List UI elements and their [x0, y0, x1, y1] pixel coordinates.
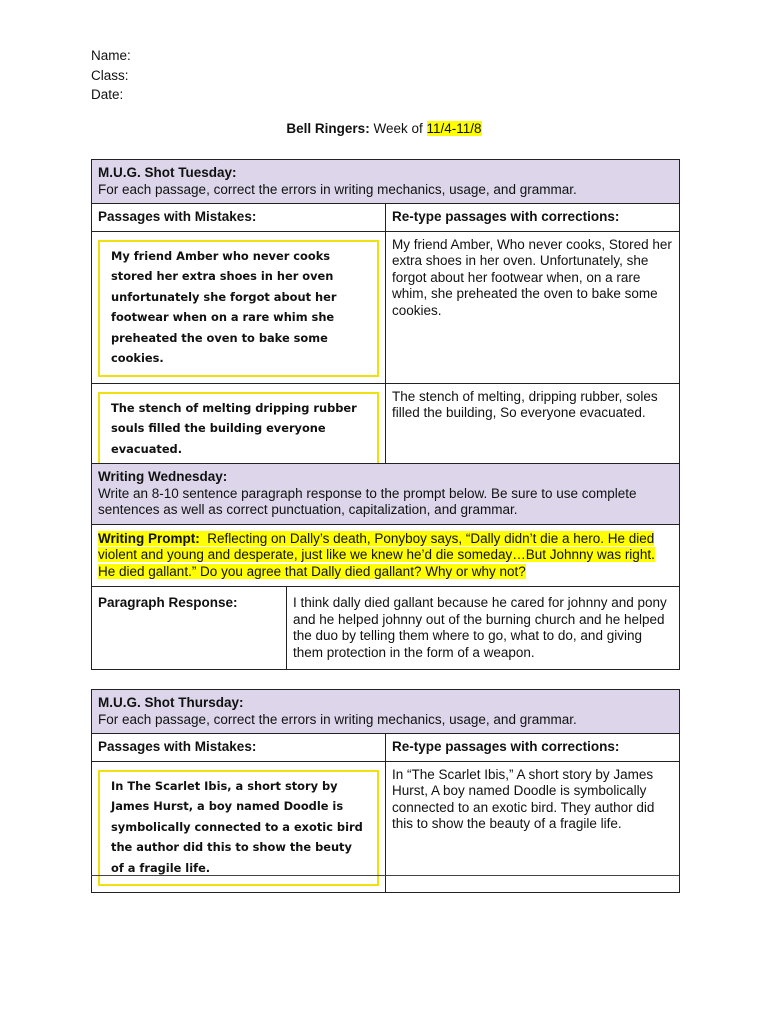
- tuesday-mistake-cell-2: [92, 383, 386, 474]
- tuesday-instructions: For each passage, correct the errors in writing mechanics, usage, and grammar.: [98, 181, 577, 197]
- writing-prompt-text: Reflecting on Dally’s death, Ponyboy says, “Dally didn’t die a hero. He died violent and young and desperate, just like we knew he’d die someday…But Johnny was right. He died gallant.” Do you agree that Dally died gallant? Why or why not?: [98, 530, 655, 579]
- tuesday-mistake-cell-1: [92, 231, 386, 383]
- tuesday-section: [91, 159, 680, 474]
- thursday-section: [91, 689, 680, 893]
- tuesday-col-mistakes: Passages with Mistakes:: [92, 204, 386, 232]
- thursday-mistake-cell-1: [92, 761, 386, 893]
- thursday-heading: M.U.G. Shot Thursday:: [98, 695, 244, 710]
- title-week-text: Week of: [373, 121, 423, 136]
- wednesday-instructions: Write an 8-10 sentence paragraph response to the prompt below. Be sure to use complete sentences as well as correct punctuation, capitalization, and grammar.: [98, 485, 637, 517]
- writing-prompt-cell: [92, 524, 680, 587]
- tuesday-correction-1[interactable]: My friend Amber, Who never cooks, Stored her extra shoes in her oven. Unfortunately, she forgot about her footwear when, on a rare whim, she preheated the oven to bake some cookies.: [386, 231, 680, 383]
- date-label: Date:: [91, 87, 124, 102]
- tuesday-mistake-2: The stench of melting dripping rubber souls filled the building everyone evacuated.: [98, 392, 379, 468]
- tuesday-header: [92, 160, 680, 204]
- thursday-instructions: For each passage, correct the errors in writing mechanics, usage, and grammar.: [98, 711, 577, 727]
- thursday-mistake-1: In The Scarlet Ibis, a short story by James Hurst, a boy named Doodle is symbolically connected to a exotic bird the author did this to show the beuty of a fragile life.: [98, 770, 379, 887]
- name-label: Name:: [91, 48, 131, 63]
- thursday-header: [92, 690, 680, 734]
- page-title: [0, 121, 768, 136]
- student-info-fields: [91, 46, 131, 105]
- class-label: Class:: [91, 67, 129, 83]
- thursday-bottom-divider: [91, 875, 679, 876]
- tuesday-mistake-1: My friend Amber who never cooks stored her extra shoes in her oven unfortunately she forgot about her footwear when on a rare whim she preheated the oven to bake some cookies.: [98, 240, 379, 377]
- paragraph-response-text[interactable]: I think dally died gallant because he cared for johnny and pony and he helped johnny out of the burning church and he helped the duo by telling them where to go, what to do, and giving them protection in the form of a weapon.: [287, 587, 680, 670]
- wednesday-heading: Writing Wednesday:: [98, 469, 228, 484]
- wednesday-section: [91, 463, 680, 670]
- thursday-correction-1[interactable]: In “The Scarlet Ibis,” A short story by James Hurst, A boy named Doodle is symbolically connected to an exotic bird. They author did this to show the beauty of a fragile life.: [386, 761, 680, 893]
- title-dates: 11/4-11/8: [426, 121, 482, 136]
- tuesday-col-corrections: Re-type passages with corrections:: [386, 204, 680, 232]
- thursday-col-corrections: Re-type passages with corrections:: [386, 734, 680, 762]
- thursday-col-mistakes: Passages with Mistakes:: [92, 734, 386, 762]
- writing-prompt-label: Writing Prompt:: [98, 530, 200, 546]
- tuesday-heading: M.U.G. Shot Tuesday:: [98, 165, 237, 180]
- tuesday-correction-2[interactable]: The stench of melting, dripping rubber, soles filled the building, So everyone evacuated.: [386, 383, 680, 474]
- title-bold: Bell Ringers:: [286, 121, 370, 136]
- wednesday-header: [92, 464, 680, 525]
- paragraph-response-label: Paragraph Response:: [92, 587, 287, 670]
